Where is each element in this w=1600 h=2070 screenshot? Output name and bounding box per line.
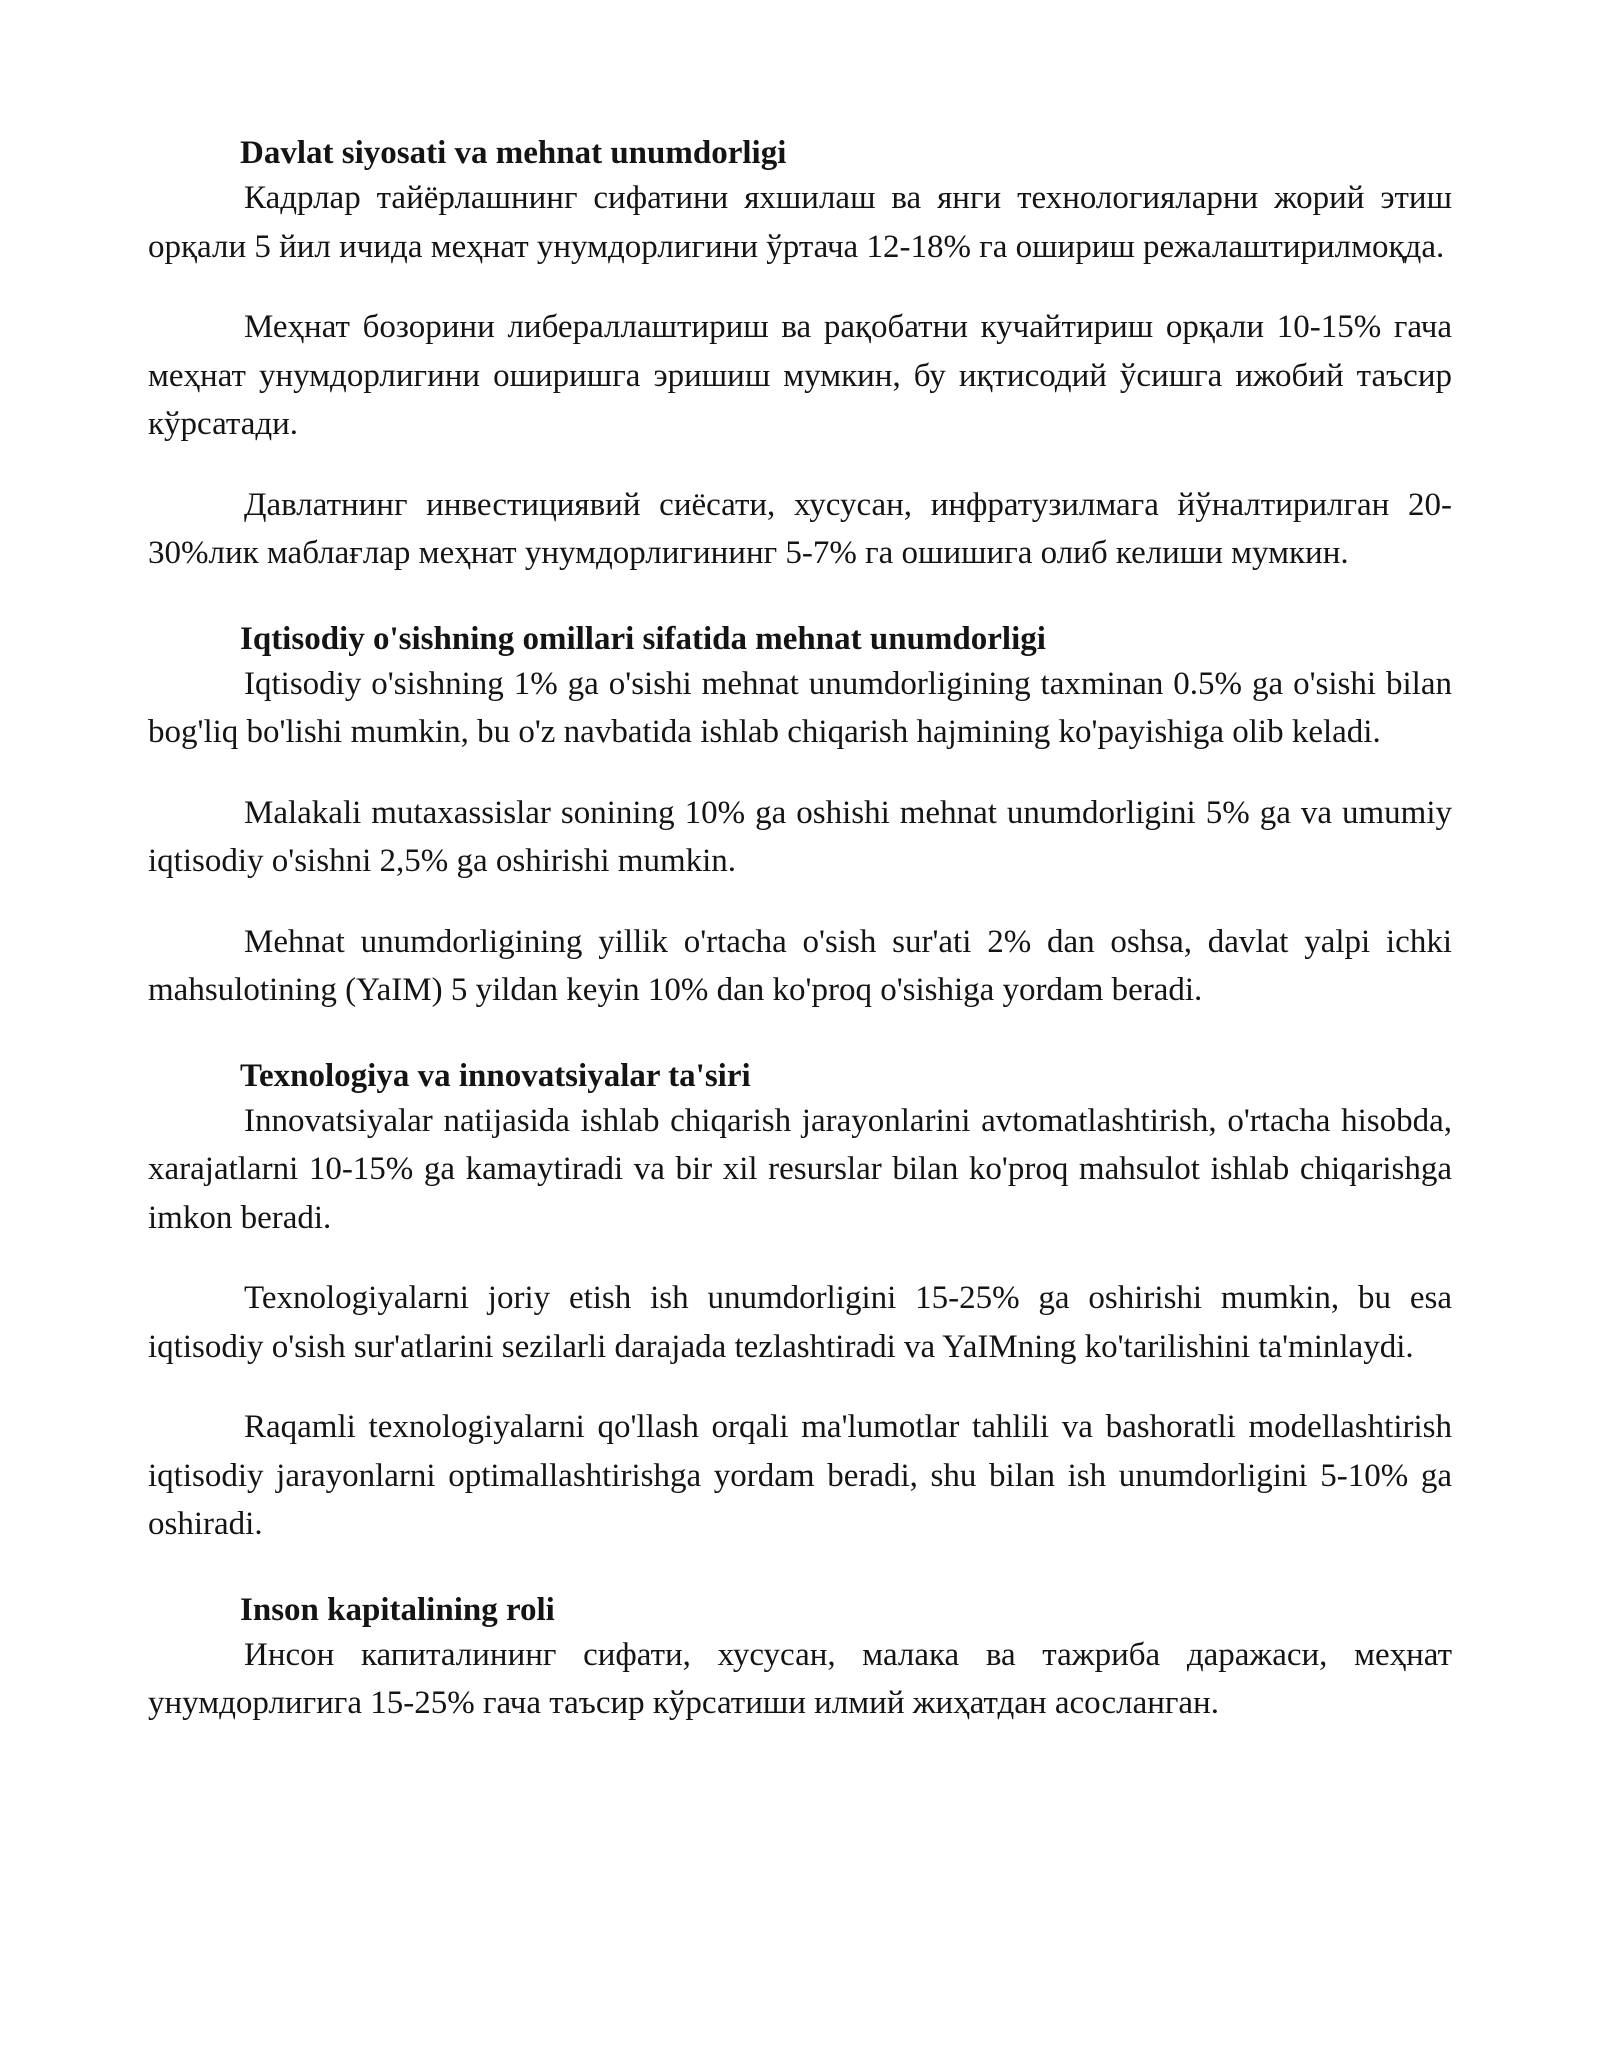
paragraph: Raqamli texnologiyalarni qo'llash orqali ma'lumotlar tahlili va bashoratli modellashtirish iqtisodiy jarayonlarni optimallashtirishga yordam beradi, shu bilan ish unumdorligini 5-10% ga oshiradi. xyxy=(148,1409,1452,1542)
document-page xyxy=(148,132,1452,1728)
paragraph: Innovatsiyalar natijasida ishlab chiqarish jarayonlarini avtomatlashtirish, o'rtacha hisobda, xarajatlarni 10-15% ga kamaytiradi va bir xil resurslar bilan ko'proq mahsulot ishlab chiqarishga imkon beradi. xyxy=(148,1102,1452,1236)
section-title-davlat-siyosati: Davlat siyosati va mehnat unumdorligi xyxy=(240,135,787,171)
section-title-texnologiya: Texnologiya va innovatsiyalar ta'siri xyxy=(240,1057,751,1094)
paragraph: Кадрлар тайёрлашнинг сифатини яхшилаш ва янги технологияларни жорий этиш орқали 5 йил ичида меҳнат унумдорлигини ўртача 12-18% га ошириш режалаштирилмоқда. xyxy=(148,180,1452,265)
section-title-inson-kapitali: Inson kapitalining roli xyxy=(240,1591,555,1628)
paragraph: Texnologiyalarni joriy etish ish unumdorligini 15-25% ga oshirishi mumkin, bu esa iqtisodiy o'sish sur'atlarini sezilarli darajada tezlashtiradi va YaIMning ko'tarilishini ta'minlaydi. xyxy=(148,1280,1452,1365)
paragraph: Давлатнинг инвестициявий сиёсати, хусусан, инфратузилмага йўналтирилган 20-30%лик маблағлар меҳнат унумдорлигининг 5-7% га ошишига олиб келиши мумкин. xyxy=(148,486,1452,571)
paragraph: Malakali mutaxassislar sonining 10% ga oshishi mehnat unumdorligini 5% ga va umumiy iqtisodiy o'sishni 2,5% ga oshirishi mumkin. xyxy=(148,794,1452,879)
paragraph: Меҳнат бозорини либераллаштириш ва рақобатни кучайтириш орқали 10-15% гача меҳнат унумдорлигини оширишга эришиш мумкин, бу иқтисодий ўсишга ижобий таъсир кўрсатади. xyxy=(148,309,1452,442)
paragraph: Iqtisodiy o'sishning 1% ga o'sishi mehnat unumdorligining taxminan 0.5% ga o'sishi bilan bog'liq bo'lishi mumkin, bu o'z navbatida ishlab chiqarish hajmining ko'payishiga olib keladi. xyxy=(148,665,1452,750)
paragraph: Mehnat unumdorligining yillik o'rtacha o'sish sur'ati 2% dan oshsa, davlat yalpi ichki mahsulotining (YaIM) 5 yildan keyin 10% dan ko'proq o'sishiga yordam beradi. xyxy=(148,923,1452,1008)
section-title-iqtisodiy-osish: Iqtisodiy o'sishning omillari sifatida mehnat unumdorligi xyxy=(240,620,1046,657)
paragraph: Инсон капиталининг сифати, хусусан, малака ва тажриба даражаси, меҳнат унумдорлигига 15-25% гача таъсир кўрсатиши илмий жиҳатдан асосланган. xyxy=(148,1636,1452,1721)
